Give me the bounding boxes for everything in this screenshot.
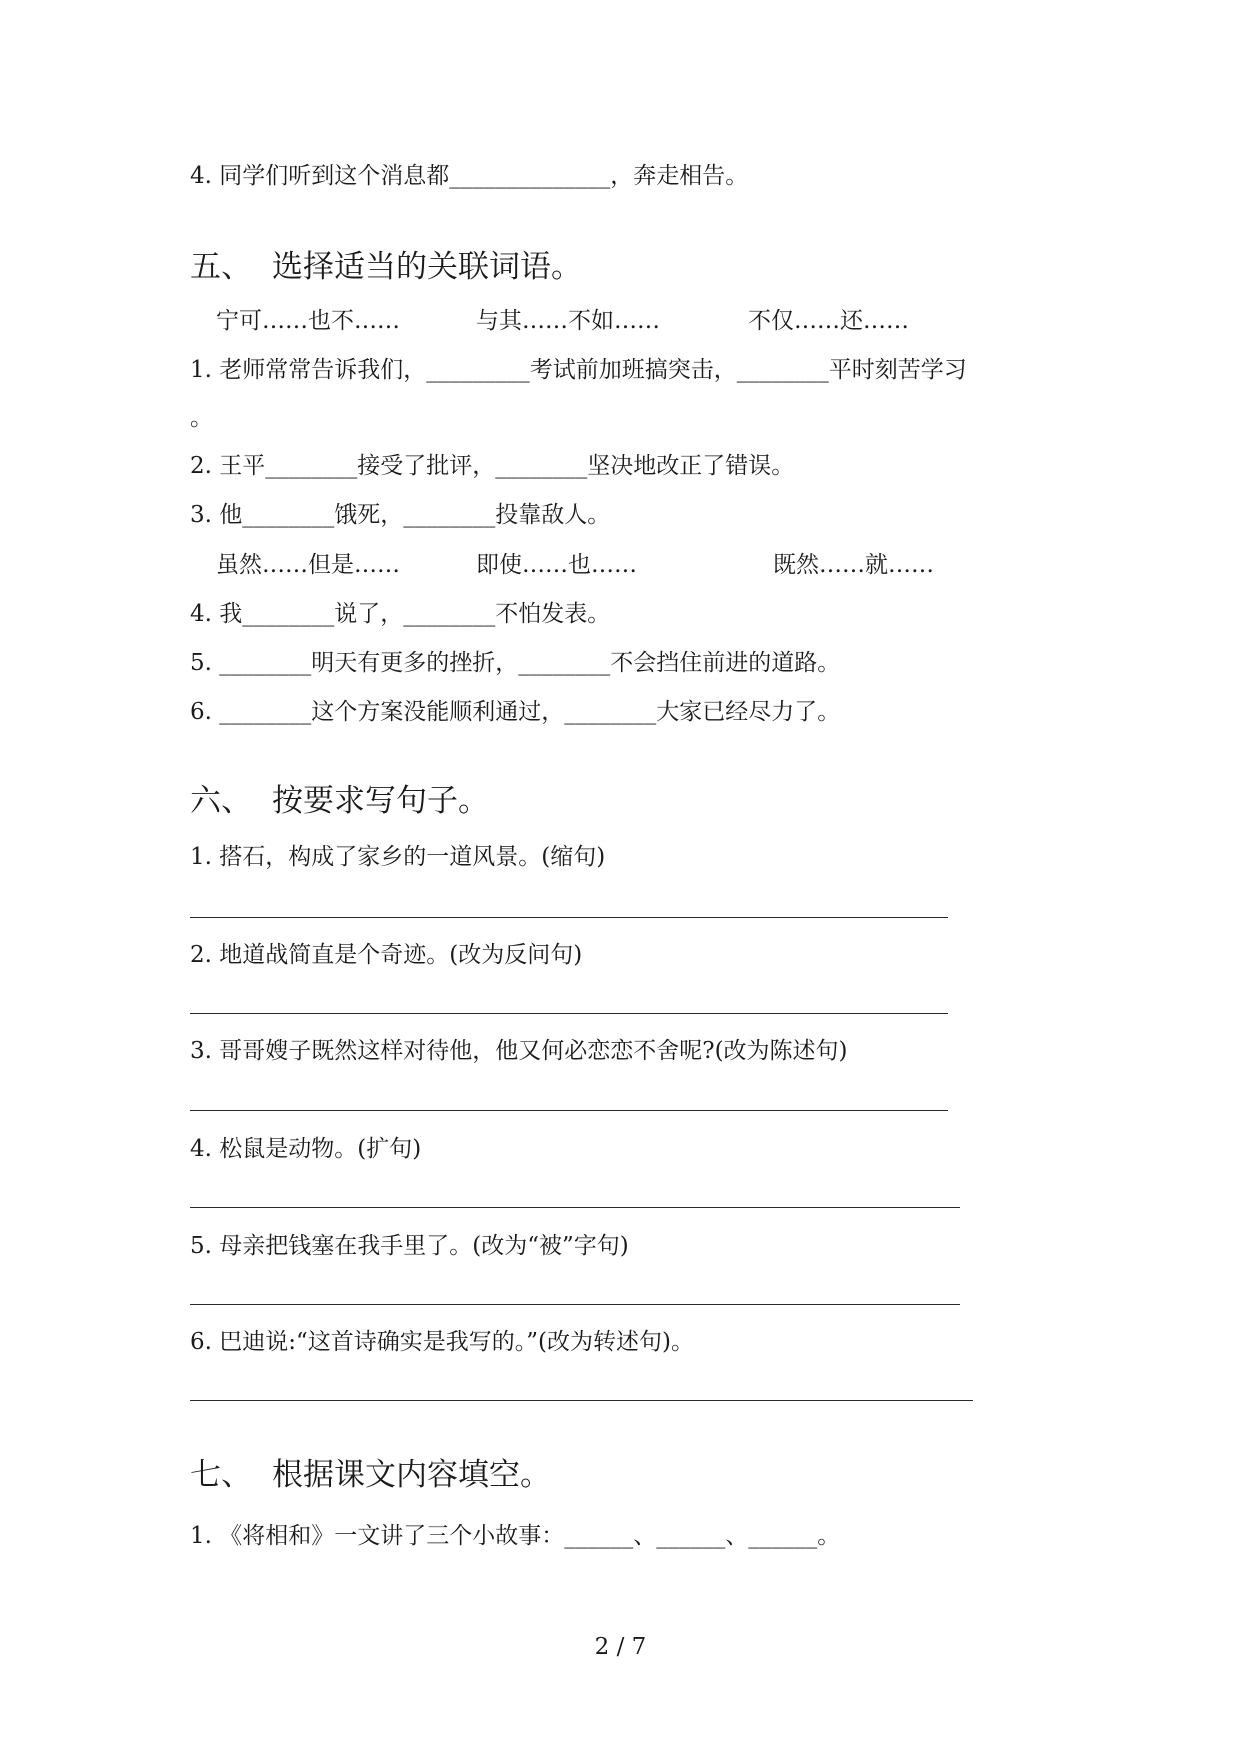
answer-line[interactable] — [190, 1304, 960, 1305]
sentence-item-3: 3. 哥哥嫂子既然这样对待他，他又何必恋恋不舍呢?(改为陈述句) — [190, 1038, 848, 1064]
conjunction-option: 宁可……也不…… — [216, 308, 400, 334]
page-number: 2 / 7 — [594, 1634, 647, 1660]
conjunction-item-3: 3. 他________饿死，________投靠敌人。 — [190, 502, 611, 528]
conjunction-item-5: 5. ________明天有更多的挫折，________不会挡住前进的道路。 — [190, 650, 841, 676]
answer-line[interactable] — [190, 1013, 948, 1014]
answer-line[interactable] — [190, 1207, 960, 1208]
sentence-item-2: 2. 地道战简直是个奇迹。(改为反问句) — [190, 942, 583, 968]
conjunction-item-2: 2. 王平________接受了批评，________坚决地改正了错误。 — [190, 453, 795, 479]
sentence-item-4: 4. 松鼠是动物。(扩句) — [190, 1136, 422, 1162]
section-title: 根据课文内容填空。 — [272, 1457, 551, 1493]
conjunction-item-1-continuation: 。 — [190, 405, 213, 431]
conjunction-option: 既然……就…… — [773, 552, 934, 578]
section-7-heading — [190, 1455, 551, 1495]
conjunction-option: 虽然……但是…… — [216, 552, 400, 578]
conjunction-item-1: 1. 老师常常告诉我们，_________考试前加班搞突击，________平时刻苦学习 — [190, 357, 967, 383]
sentence-item-6: 6. 巴迪说:“这首诗确实是我写的。”(改为转述句)。 — [190, 1329, 694, 1355]
conjunction-option: 与其……不如…… — [476, 308, 660, 334]
section-5-heading — [190, 247, 582, 287]
conjunction-item-4: 4. 我________说了，________不怕发表。 — [190, 601, 611, 627]
answer-line[interactable] — [190, 917, 948, 918]
conjunction-option: 即使……也…… — [476, 552, 637, 578]
section-number: 五、 — [190, 249, 252, 285]
sentence-item-1: 1. 搭石，构成了家乡的一道风景。(缩句) — [190, 844, 606, 870]
sentence-item-5: 5. 母亲把钱塞在我手里了。(改为“被”字句) — [190, 1233, 629, 1259]
fill-blank-item-4: 4. 同学们听到这个消息都______________，奔走相告。 — [190, 163, 749, 189]
section-number: 六、 — [190, 783, 252, 819]
section-title: 选择适当的关联词语。 — [272, 249, 582, 285]
section-number: 七、 — [190, 1457, 252, 1493]
section-title: 按要求写句子。 — [272, 783, 489, 819]
answer-line[interactable] — [190, 1110, 948, 1111]
recall-item-1: 1. 《将相和》一文讲了三个小故事：______、______、______。 — [190, 1523, 841, 1549]
conjunction-item-6: 6. ________这个方案没能顺利通过，________大家已经尽力了。 — [190, 699, 841, 725]
answer-line[interactable] — [190, 1400, 973, 1401]
conjunction-option: 不仅……还…… — [748, 308, 909, 334]
section-6-heading — [190, 781, 489, 821]
